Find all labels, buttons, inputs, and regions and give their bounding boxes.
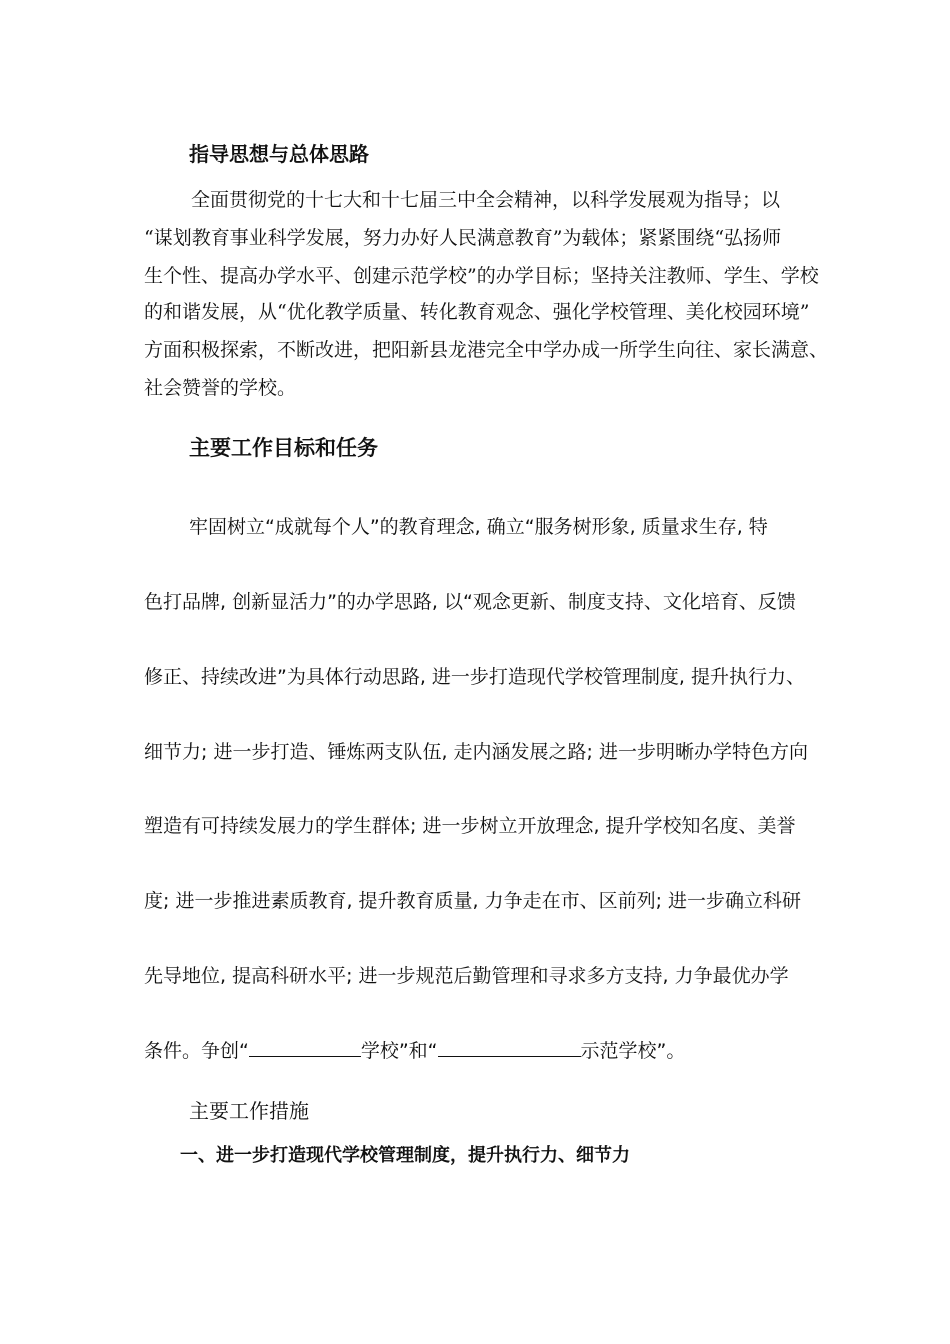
- paragraph-line: 全面贯彻党的十七大和十七届三中全会精神，以科学发展观为指导；以: [191, 189, 781, 211]
- fill-in-blank-1: [249, 1042, 361, 1057]
- fill-in-blank-2: [438, 1042, 581, 1057]
- subheading-management-system: 一、进一步打造现代学校管理制度，提升执行力、细节力: [180, 1145, 630, 1166]
- paragraph-line: 细节力; 进一步打造、锤炼两支队伍, 走内涵发展之路; 进一步明晰办学特色方向: [144, 741, 808, 763]
- paragraph-line: 先导地位, 提高科研水平; 进一步规范后勤管理和寻求多方支持, 力争最优办学: [144, 965, 789, 987]
- section-heading-guiding-ideology: 指导思想与总体思路: [189, 142, 369, 166]
- text-segment: 示范学校”。: [580, 1040, 686, 1062]
- paragraph-line: 修正、持续改进”为具体行动思路, 进一步打造现代学校管理制度, 提升执行力、: [144, 666, 806, 688]
- paragraph-line-with-blanks: [144, 1036, 685, 1063]
- paragraph-line: 牢固树立“成就每个人”的教育理念, 确立“服务树形象, 质量求生存, 特: [189, 516, 768, 538]
- paragraph-line: 塑造有可持续发展力的学生群体; 进一步树立开放理念, 提升学校知名度、美誉: [144, 815, 796, 837]
- text-segment: 学校”和“: [360, 1040, 438, 1062]
- section-heading-main-goals: 主要工作目标和任务: [189, 436, 378, 460]
- paragraph-line: 的和谐发展，从“优化教学质量、转化教育观念、强化学校管理、美化校园环境”: [144, 301, 810, 323]
- text-segment: 条件。争创“: [144, 1040, 249, 1062]
- paragraph-line: “谋划教育事业科学发展，努力办好人民满意教育”为载体；紧紧围绕“弘扬师: [144, 227, 782, 249]
- paragraph-line: 社会赞誉的学校。: [144, 377, 297, 399]
- paragraph-line: 色打品牌, 创新显活力”的办学思路, 以“观念更新、制度支持、文化培育、反馈: [144, 591, 796, 613]
- paragraph-line: 度; 进一步推进素质教育, 提升教育质量, 力争走在市、区前列; 进一步确立科研: [144, 890, 802, 912]
- section-heading-main-measures: 主要工作措施: [189, 1099, 309, 1123]
- paragraph-line: 生个性、提高办学水平、创建示范学校”的办学目标；坚持关注教师、学生、学校: [144, 265, 819, 287]
- paragraph-line: 方面积极探索，不断改进，把阳新县龙港完全中学办成一所学生向往、家长满意、: [144, 339, 829, 361]
